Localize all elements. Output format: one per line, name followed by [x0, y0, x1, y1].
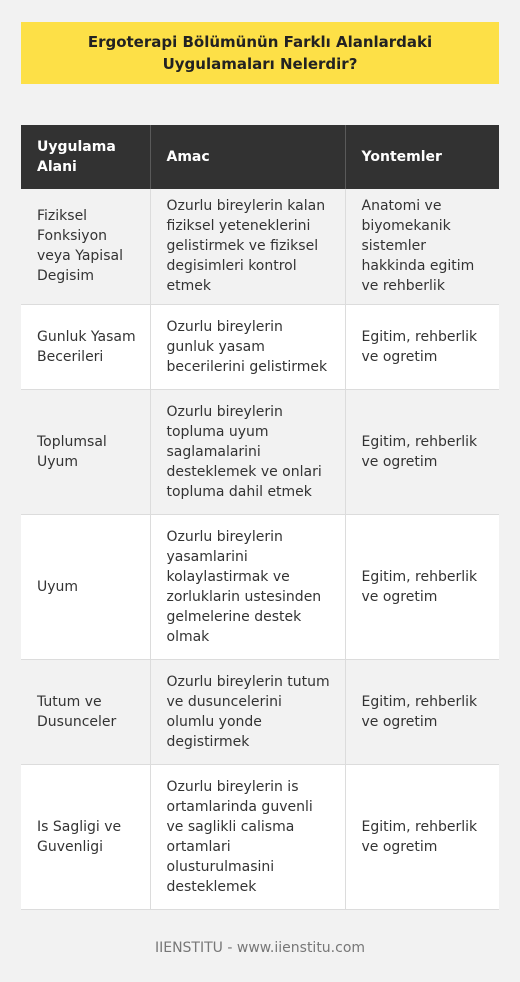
cell-purpose: Ozurlu bireylerin yasamlarini kolaylastirmak ve zorluklarin ustesinden gelmelerine destek olmak [150, 514, 345, 659]
title-banner [21, 22, 499, 84]
cell-purpose: Ozurlu bireylerin kalan fiziksel yeteneklerini gelistirmek ve fiziksel degisimleri kontrol etmek [150, 189, 345, 304]
applications-table [21, 125, 499, 910]
table-row [21, 764, 499, 909]
table-row [21, 189, 499, 304]
column-header-area: Uygulama Alani [21, 125, 150, 189]
cell-purpose: Ozurlu bireylerin topluma uyum saglamalarini desteklemek ve onlari topluma dahil etmek [150, 389, 345, 514]
cell-methods: Egitim, rehberlik ve ogretim [345, 764, 499, 909]
cell-area: Fiziksel Fonksiyon veya Yapisal Degisim [21, 189, 150, 304]
cell-methods: Egitim, rehberlik ve ogretim [345, 389, 499, 514]
table-row [21, 514, 499, 659]
cell-methods: Anatomi ve biyomekanik sistemler hakkinda egitim ve rehberlik [345, 189, 499, 304]
cell-purpose: Ozurlu bireylerin tutum ve dusuncelerini olumlu yonde degistirmek [150, 659, 345, 764]
footer-credit: IIENSTITU - www.iienstitu.com [154, 940, 366, 956]
cell-purpose: Ozurlu bireylerin gunluk yasam becerilerini gelistirmek [150, 304, 345, 389]
cell-purpose: Ozurlu bireylerin is ortamlarinda guvenli ve saglikli calisma ortamlari olusturulmasini desteklemek [150, 764, 345, 909]
table-row [21, 304, 499, 389]
cell-methods: Egitim, rehberlik ve ogretim [345, 659, 499, 764]
column-header-purpose: Amac [150, 125, 345, 189]
table-header-row [21, 125, 499, 189]
cell-methods: Egitim, rehberlik ve ogretim [345, 514, 499, 659]
cell-area: Gunluk Yasam Becerileri [21, 304, 150, 389]
cell-area: Toplumsal Uyum [21, 389, 150, 514]
column-header-methods: Yontemler [345, 125, 499, 189]
cell-area: Tutum ve Dusunceler [21, 659, 150, 764]
cell-methods: Egitim, rehberlik ve ogretim [345, 304, 499, 389]
cell-area: Uyum [21, 514, 150, 659]
table-row [21, 389, 499, 514]
page-title: Ergoterapi Bölümünün Farklı Alanlardaki Uygulamaları Nelerdir? [87, 33, 433, 73]
table-row [21, 659, 499, 764]
cell-area: Is Sagligi ve Guvenligi [21, 764, 150, 909]
